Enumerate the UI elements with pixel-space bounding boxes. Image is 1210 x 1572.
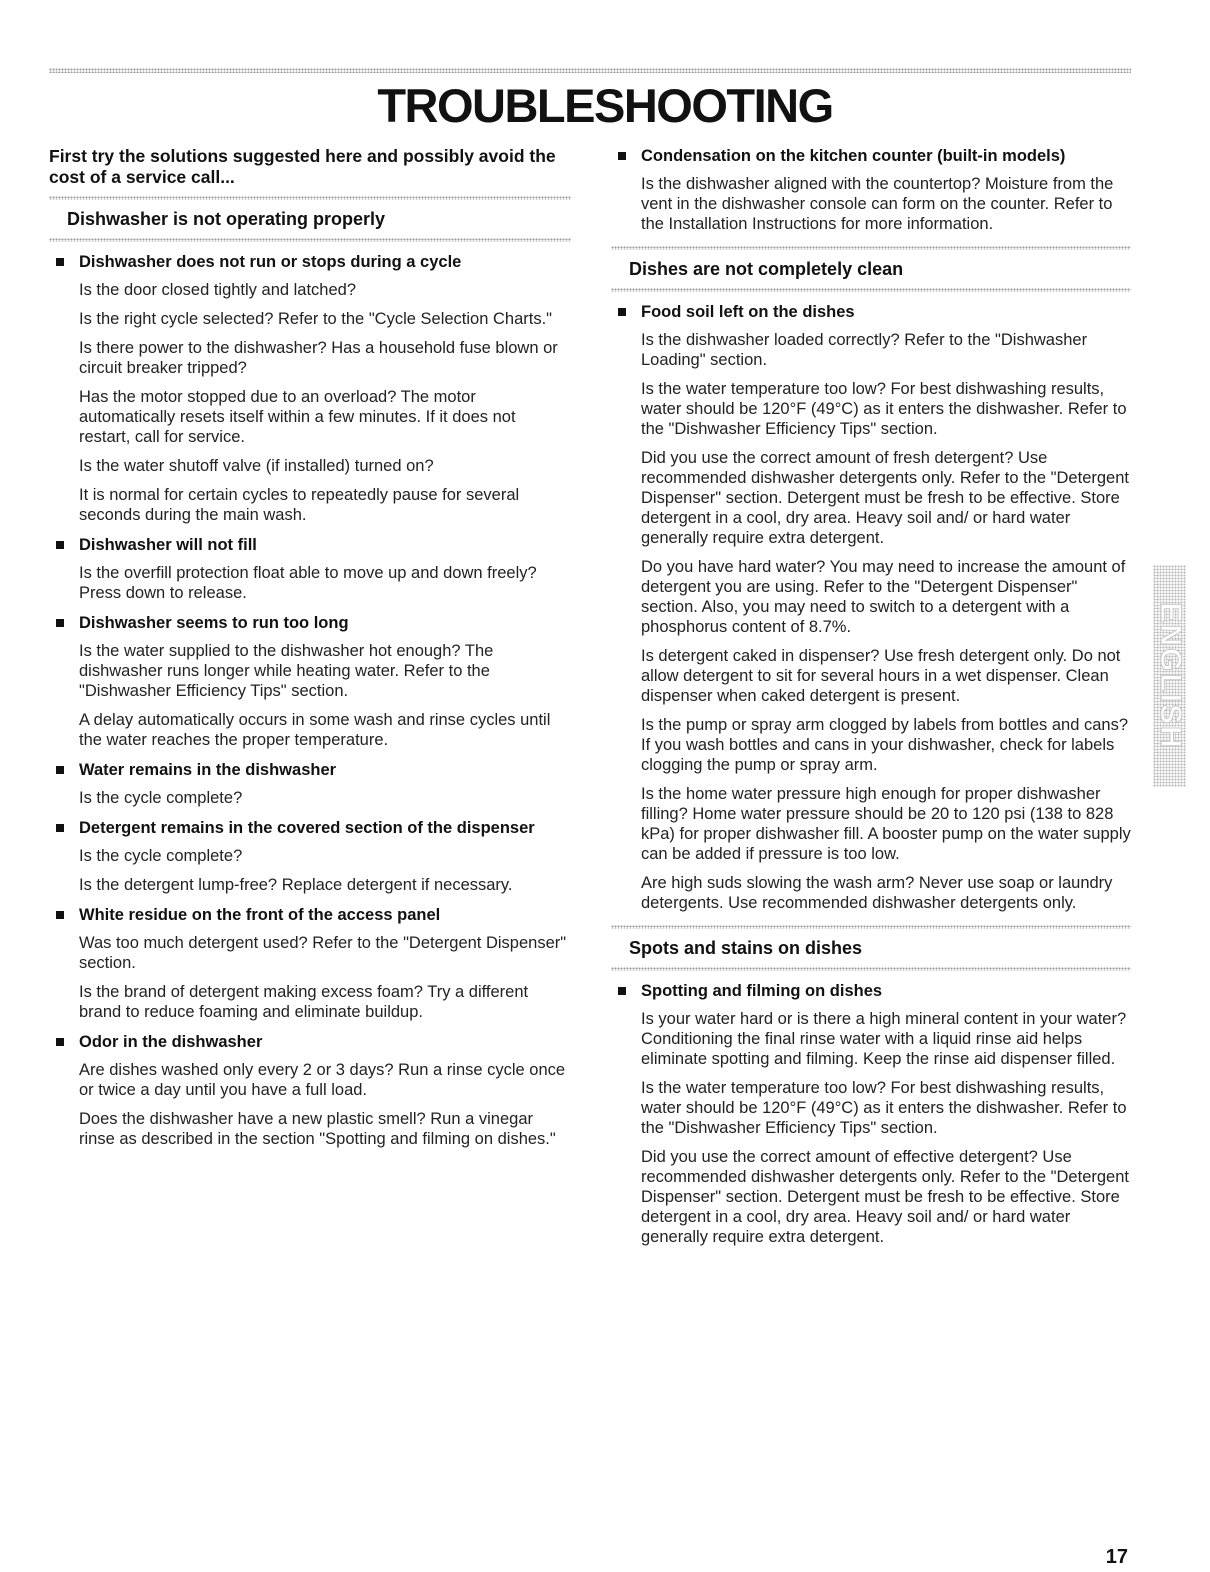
issue-heading: Detergent remains in the covered section of the dispenser: [49, 818, 571, 838]
solution-text: Is the cycle complete?: [79, 847, 243, 865]
issue-item: [49, 535, 571, 603]
square-bullet-icon: [56, 541, 64, 549]
solution-text: Is there power to the dishwasher? Has a household fuse blown or circuit breaker tripped?: [79, 339, 558, 377]
solution-text: A delay automatically occurs in some wash and rinse cycles until the water reaches the proper temperature.: [79, 711, 551, 749]
issue-item: [611, 146, 1131, 234]
section-title: Dishes are not completely clean: [629, 259, 904, 279]
dotted-rule: [49, 238, 571, 242]
solution-text: Is the cycle complete?: [79, 789, 243, 807]
section-header-spots: [611, 925, 1131, 971]
solution-text: Is the water shutoff valve (if installed) turned on?: [79, 457, 434, 475]
solution-text: Is the dishwasher loaded correctly? Refer to the "Dishwasher Loading" section.: [641, 331, 1088, 369]
square-bullet-icon: [618, 308, 626, 316]
issue-item: [611, 981, 1131, 1247]
section-title: Dishwasher is not operating properly: [67, 209, 386, 229]
solution-text: Is the brand of detergent making excess foam? Try a different brand to reduce foaming and eliminate buildup.: [79, 983, 529, 1021]
solution-text: Do you have hard water? You may need to increase the amount of detergent you are using. Refer to the "Detergent Dispenser" section. Also, you may need to switch to a detergent with a phosphorus content of 8.7%.: [641, 558, 1126, 636]
page-number: 17: [1105, 1546, 1128, 1568]
issue-heading: Odor in the dishwasher: [49, 1032, 571, 1052]
issue-heading: Dishwasher seems to run too long: [49, 613, 571, 633]
issue-heading: Condensation on the kitchen counter (built-in models): [611, 146, 1131, 166]
solution-text: Is the home water pressure high enough for proper dishwasher filling? Home water pressure should be 20 to 120 psi (138 to 828 kPa) for proper dishwasher fill. A booster pump on the water supply can be added if pressure is too low.: [641, 785, 1131, 863]
issue-heading: Food soil left on the dishes: [611, 302, 1131, 322]
square-bullet-icon: [56, 911, 64, 919]
solution-text: Is the water supplied to the dishwasher hot enough? The dishwasher runs longer while heating water. Refer to the "Dishwasher Efficiency Tips" section.: [79, 642, 494, 700]
square-bullet-icon: [56, 258, 64, 266]
dotted-rule: [49, 196, 571, 200]
issue-heading: Spotting and filming on dishes: [611, 981, 1131, 1001]
solution-text: Is the water temperature too low? For best dishwashing results, water should be 120°F (49°C) as it enters the dishwasher. Refer to the "Dishwasher Efficiency Tips" section.: [641, 1079, 1127, 1137]
solution-text: Are dishes washed only every 2 or 3 days? Run a rinse cycle once or twice a day until you have a full load.: [79, 1061, 566, 1099]
solution-text: Did you use the correct amount of fresh detergent? Use recommended dishwasher detergents only. Refer to the "Detergent Dispenser" section. Detergent must be fresh to be effective. Store detergent in a cool, dry area. Heavy soil and/ or hard water generally require extra detergent.: [641, 449, 1129, 547]
square-bullet-icon: [56, 824, 64, 832]
issue-heading: Water remains in the dishwasher: [49, 760, 571, 780]
issue-item: [49, 905, 571, 1022]
solution-text: Is the detergent lump-free? Replace detergent if necessary.: [79, 876, 513, 894]
solution-text: Is the dishwasher aligned with the countertop? Moisture from the vent in the dishwasher console can form on the counter. Refer to the Installation Instructions for more information.: [641, 175, 1114, 233]
square-bullet-icon: [56, 619, 64, 627]
issue-item: [49, 760, 571, 808]
top-dotted-rule: [49, 68, 1131, 73]
square-bullet-icon: [618, 152, 626, 160]
solution-text: Is the door closed tightly and latched?: [79, 281, 357, 299]
section-header-not-operating: [49, 196, 571, 242]
issue-heading: White residue on the front of the access panel: [49, 905, 571, 925]
issue-item: [49, 1032, 571, 1149]
dotted-rule: [611, 288, 1131, 292]
solution-text: Is detergent caked in dispenser? Use fresh detergent only. Do not allow detergent to sit for several hours in a wet dispenser. Clean dispenser when caked detergent is present.: [641, 647, 1121, 705]
square-bullet-icon: [56, 766, 64, 774]
dotted-rule: [611, 967, 1131, 971]
issue-heading: Dishwasher will not fill: [49, 535, 571, 555]
solution-text: Is the water temperature too low? For best dishwashing results, water should be 120°F (49°C) as it enters the dishwasher. Refer to the "Dishwasher Efficiency Tips" section.: [641, 380, 1127, 438]
solution-text: Has the motor stopped due to an overload? The motor automatically resets itself within a few minutes. If it does not restart, call for service.: [79, 388, 516, 446]
solution-text: It is normal for certain cycles to repeatedly pause for several seconds during the main wash.: [79, 486, 520, 524]
page-title: TROUBLESHOOTING: [377, 79, 833, 132]
solution-text: Is the right cycle selected? Refer to the "Cycle Selection Charts.": [79, 310, 553, 328]
dotted-rule: [611, 925, 1131, 929]
side-tab-label: ENGLISH: [1153, 602, 1187, 750]
solution-text: Does the dishwasher have a new plastic smell? Run a vinegar rinse as described in the section "Spotting and filming on dishes.": [79, 1110, 556, 1148]
issue-item: [611, 302, 1131, 913]
section-header-not-clean: [611, 246, 1131, 292]
square-bullet-icon: [56, 1038, 64, 1046]
issue-heading: Dishwasher does not run or stops during a cycle: [49, 252, 571, 272]
section-title: Spots and stains on dishes: [629, 938, 863, 958]
issue-item: [49, 252, 571, 525]
solution-text: Is your water hard or is there a high mineral content in your water? Conditioning the final rinse water with a liquid rinse aid helps eliminate spotting and filming. Keep the rinse aid dispenser filled.: [641, 1010, 1127, 1068]
intro-text: First try the solutions suggested here and possibly avoid the cost of a service call...: [49, 146, 556, 187]
dotted-rule: [611, 246, 1131, 250]
solution-text: Is the overfill protection float able to move up and down freely? Press down to release.: [79, 564, 537, 602]
issue-item: [49, 613, 571, 750]
left-column: [49, 146, 571, 1158]
solution-text: Was too much detergent used? Refer to the "Detergent Dispenser" section.: [79, 934, 567, 972]
solution-text: Is the pump or spray arm clogged by labels from bottles and cans? If you wash bottles and cans in your dishwasher, check for labels clogging the pump or spray arm.: [641, 716, 1128, 774]
language-side-tab: [1153, 565, 1186, 787]
solution-text: Did you use the correct amount of effective detergent? Use recommended dishwasher detergents only. Refer to the "Detergent Dispenser" section. Detergent must be fresh to be effective. Store detergent in a cool, dry area. Heavy soil and/ or hard water generally require extra detergent.: [641, 1148, 1129, 1246]
solution-text: Are high suds slowing the wash arm? Never use soap or laundry detergents. Use recommended dishwasher detergents only.: [641, 874, 1113, 912]
square-bullet-icon: [618, 987, 626, 995]
issue-item: [49, 818, 571, 895]
right-column: [611, 146, 1131, 1256]
